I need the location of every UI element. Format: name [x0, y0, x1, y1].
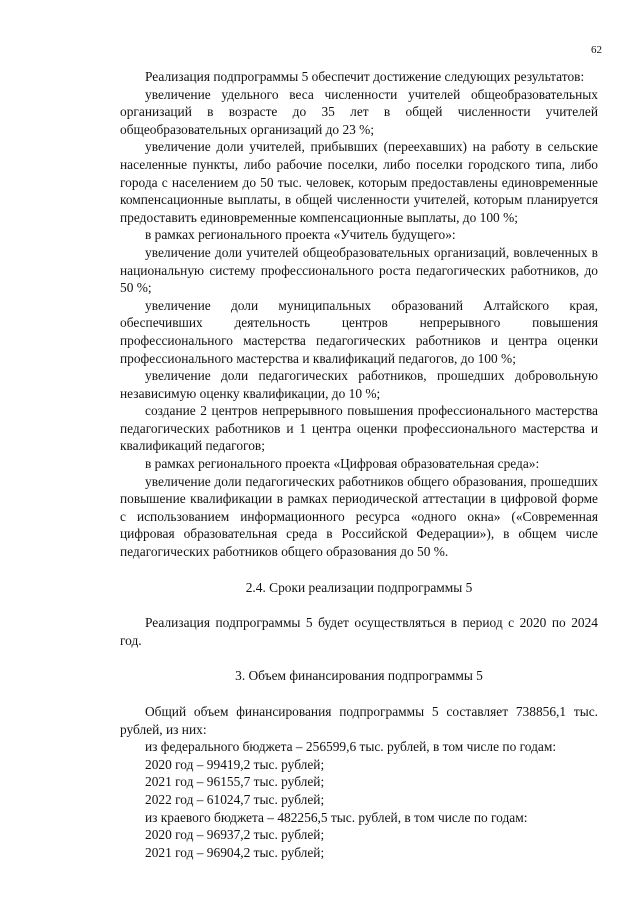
document-body [120, 68, 598, 861]
funding-line-federal: из федерального бюджета – 256599,6 тыс. рублей, в том числе по годам: [145, 739, 557, 755]
funding-line-regional: из краевого бюджета – 482256,5 тыс. рублей, в том числе по годам: [145, 809, 528, 825]
page-number: 62 [591, 44, 602, 56]
section-heading-terms: 2.4. Сроки реализации подпрограммы 5 [245, 579, 473, 595]
paragraph-result-7: увеличение доли педагогических работников общего образования, прошедших повышение квалификации в рамках периодической аттестации в цифровой форме с использованием информационного ресурса «одного окна» («Современная цифровая образовательная среда в Российской Федерации»), в общем числе педагогических работников общего образования до 50 %. [120, 473, 598, 560]
paragraph-project-digital: в рамках регионального проекта «Цифровая образовательная среда»: [145, 456, 540, 472]
paragraph-result-1: увеличение удельного веса численности учителей общеобразовательных организаций в возрасте до 35 лет в общей численности учителей общеобразовательных организаций до 23 %; [120, 86, 598, 137]
funding-line-federal-2020: 2020 год – 99419,2 тыс. рублей; [145, 756, 325, 772]
funding-line-regional-2021: 2021 год – 96904,2 тыс. рублей; [145, 844, 325, 860]
funding-line-federal-2021: 2021 год – 96155,7 тыс. рублей; [145, 774, 325, 790]
funding-line-regional-2020: 2020 год – 96937,2 тыс. рублей; [145, 827, 325, 843]
funding-line-federal-2022: 2022 год – 61024,7 тыс. рублей; [145, 791, 325, 807]
paragraph-project-teacher: в рамках регионального проекта «Учитель будущего»: [145, 227, 456, 243]
paragraph-result-4: увеличение доли муниципальных образований Алтайского края, обеспечивших деятельность центров непрерывного повышения профессионального мастерства педагогических работников и центра оценки профессионального мастерства и квалификаций педагогов, до 100 %; [120, 297, 598, 366]
paragraph-result-6: создание 2 центров непрерывного повышения профессионального мастерства педагогических работников и 1 центра оценки профессионального мастерства и квалификаций педагогов; [120, 403, 598, 454]
section-heading-funding: 3. Объем финансирования подпрограммы 5 [235, 668, 483, 684]
paragraph-funding-total: Общий объем финансирования подпрограммы 5 составляет 738856,1 тыс. рублей, из них: [120, 704, 598, 737]
paragraph-intro: Реализация подпрограммы 5 обеспечит достижение следующих результатов: [145, 69, 585, 84]
paragraph-result-3: увеличение доли учителей общеобразовательных организаций, вовлеченных в национальную систему профессионального роста педагогических работников, до 50 %; [120, 244, 598, 296]
paragraph-result-2: увеличение доли учителей, прибывших (переехавших) на работу в сельские населенные пункты, либо рабочие поселки, либо поселки городского типа, либо города с населением до 50 тыс. человек, которым предоставлены единовременные компенсационные выплаты, в общей численности учителей, которым планируется предоставить единовременные компенсационные выплаты, до 100 %; [120, 139, 598, 225]
paragraph-result-5: увеличение доли педагогических работников, прошедших добровольную независимую оценку квалификации, до 10 %; [120, 368, 598, 401]
paragraph-terms: Реализация подпрограммы 5 будет осуществляться в период с 2020 по 2024 год. [120, 615, 598, 648]
